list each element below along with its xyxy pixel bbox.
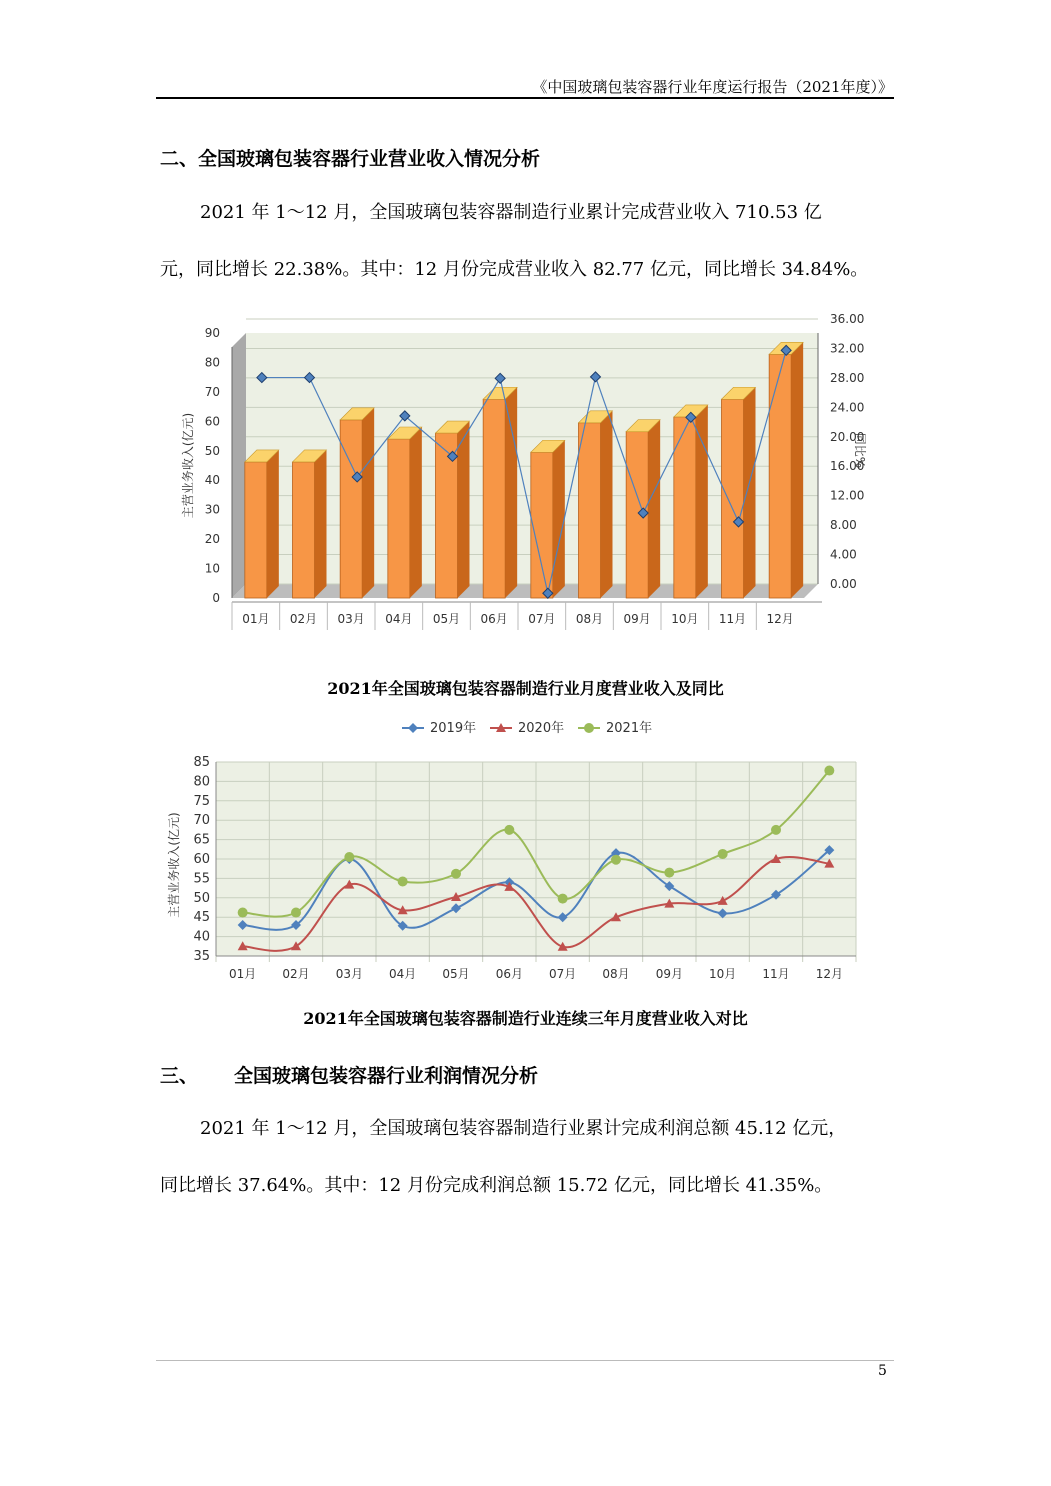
chart1-bar-side	[791, 342, 803, 598]
chart2-y-tick-label: 85	[193, 755, 210, 770]
chart1-caption: 2021年全国玻璃包装容器制造行业月度营业收入及同比	[327, 679, 724, 698]
section2-heading: 二、全国玻璃包装容器行业营业收入情况分析	[160, 148, 541, 170]
chart1-y-tick-label: 90	[204, 326, 220, 340]
chart2-legend-marker	[584, 723, 594, 733]
chart2-x-tick-label: 04月	[389, 967, 417, 981]
chart1-bar	[722, 399, 744, 598]
chart1-y2-tick-label: 0.00	[830, 577, 857, 591]
chart1-y-tick-label: 60	[204, 414, 220, 429]
chart1-x-tick-label: 04月	[385, 612, 413, 626]
footer-rule	[156, 1360, 894, 1361]
chart1-bar	[483, 399, 505, 598]
chart1-x-tick-label: 11月	[718, 612, 747, 626]
chart1-x-tick-label: 08月	[575, 612, 604, 626]
chart1-x-tick-label: 03月	[337, 612, 365, 626]
section3-line2: 同比增长 37.64%。其中：12 月份完成利润总额 15.72 亿元，同比增长 41.35%。	[160, 1175, 833, 1196]
chart1-bar	[531, 452, 553, 598]
chart1-y-tick-label: 40	[204, 473, 220, 488]
chart2-y-axis-title: 主营业务收入(亿元)	[167, 812, 181, 918]
section3-line1: 2021 年 1～12 月，全国玻璃包装容器制造行业累计完成利润总额 45.12 亿元，	[200, 1118, 847, 1139]
chart2-x-tick-label: 06月	[495, 967, 523, 981]
chart1-y-axis-title: 主营业务收入(亿元)	[181, 412, 195, 519]
chart2-point	[344, 852, 354, 862]
chart2-y-tick-label: 75	[193, 793, 210, 809]
section3-paragraph	[160, 1100, 888, 1214]
chart2-point	[718, 849, 728, 859]
chart1-bar-side	[553, 440, 565, 598]
chart2-x-tick-label: 08月	[602, 967, 630, 981]
chart1-y2-tick-label: 16.00	[830, 459, 865, 474]
chart1-bar-side	[744, 387, 756, 598]
chart1-bar-side	[410, 427, 422, 598]
chart1-y-tick-label: 10	[204, 561, 220, 576]
chart2-y-tick-label: 55	[193, 871, 210, 887]
chart1-bar	[579, 423, 601, 598]
chart1-y2-tick-label: 12.00	[830, 488, 865, 503]
chart1-bar-side	[362, 408, 374, 598]
chart1-bar-side	[267, 450, 279, 598]
page-number: 5	[878, 1363, 887, 1379]
chart1-y-tick-label: 30	[204, 502, 220, 517]
chart2-x-tick-label: 05月	[442, 967, 470, 981]
chart1-bar	[293, 462, 315, 598]
chart1-x-tick-label: 09月	[623, 612, 651, 626]
chart1-y-tick-label: 0	[212, 591, 220, 605]
chart2-point	[398, 877, 408, 887]
chart1-y-tick-label: 80	[204, 355, 220, 370]
chart1-side-wall	[232, 333, 246, 598]
chart1-y2-tick-label: 28.00	[830, 370, 865, 385]
chart1-bar	[340, 420, 362, 598]
chart2-legend-label: 2019年	[430, 721, 477, 736]
chart1-x-tick-label: 02月	[289, 612, 318, 626]
chart2-y-tick-label: 40	[193, 929, 210, 945]
chart2-y-tick-label: 60	[193, 852, 210, 867]
section3-heading-number: 三、	[160, 1065, 199, 1087]
chart2-x-tick-label: 09月	[655, 967, 683, 981]
chart2-x-tick-label: 02月	[282, 967, 310, 981]
revenue-bar-chart	[150, 305, 890, 635]
chart1-bar-side	[601, 411, 613, 598]
chart2-x-tick-label: 10月	[709, 967, 737, 981]
chart1-y2-tick-label: 32.00	[830, 341, 865, 356]
chart1-y-tick-label: 70	[204, 384, 220, 399]
chart1-bar	[245, 462, 267, 598]
chart2-point	[771, 825, 781, 835]
chart2-x-tick-label: 01月	[229, 967, 257, 981]
chart1-y2-axis-title: 同比%	[853, 432, 867, 469]
header-rule	[156, 97, 894, 99]
chart1-y2-tick-label: 8.00	[830, 518, 857, 533]
chart1-bar-side	[505, 387, 517, 598]
three-year-line-chart	[150, 712, 890, 997]
chart2-y-tick-label: 70	[193, 813, 210, 829]
chart2-point	[824, 766, 834, 776]
chart2-y-tick-label: 45	[193, 910, 210, 926]
chart2-point	[291, 908, 301, 918]
section2-line1: 2021 年 1～12 月，全国玻璃包装容器制造行业累计完成营业收入 710.53 亿	[200, 202, 822, 223]
chart2-y-tick-label: 80	[193, 774, 210, 790]
chart1-x-tick-label: 05月	[432, 612, 461, 626]
chart1-bar-side	[696, 405, 708, 598]
chart2-x-tick-label: 03月	[335, 967, 363, 981]
section3-heading	[160, 1061, 538, 1088]
chart1-y2-tick-label: 20.00	[830, 429, 865, 444]
chart2-point	[611, 855, 621, 865]
chart2-y-tick-label: 35	[193, 949, 210, 964]
chart2-x-tick-label: 12月	[815, 967, 843, 981]
chart1-x-tick-label: 12月	[766, 612, 794, 626]
chart2-y-tick-label: 65	[193, 832, 210, 848]
chart2-x-tick-label: 07月	[549, 967, 577, 981]
chart2-caption: 2021年全国玻璃包装容器制造行业连续三年月度营业收入对比	[303, 1009, 748, 1028]
chart2-point	[238, 908, 248, 918]
chart2-x-tick-label: 11月	[762, 967, 790, 981]
chart1-y-tick-label: 50	[204, 443, 220, 458]
chart1-x-tick-label: 01月	[242, 612, 270, 626]
chart1-y2-tick-label: 4.00	[830, 547, 857, 562]
chart2-y-tick-label: 50	[193, 890, 210, 906]
chart1-bar-side	[458, 421, 470, 598]
chart1-y-tick-label: 20	[204, 532, 220, 547]
section2-paragraph	[160, 184, 888, 298]
section3-heading-text: 全国玻璃包装容器行业利润情况分析	[234, 1065, 539, 1087]
chart1-y2-tick-label: 24.00	[830, 400, 865, 415]
chart1-y2-tick-label: 36.00	[830, 312, 865, 326]
chart1-bar	[388, 439, 410, 598]
chart1-bar-side	[648, 420, 660, 598]
chart1-bar-side	[315, 450, 327, 598]
chart2-point	[451, 869, 461, 879]
chart2-point	[558, 894, 568, 904]
report-header-title: 《中国玻璃包装容器行业年度运行报告（2021年度）》	[532, 78, 893, 96]
chart1-x-tick-label: 07月	[528, 612, 556, 626]
chart2-point	[504, 825, 514, 835]
chart2-legend-label: 2020年	[518, 721, 565, 736]
chart2-legend-marker	[408, 723, 418, 733]
chart2-legend-label: 2021年	[606, 721, 653, 736]
chart1-bar	[769, 354, 791, 598]
section2-line2: 元，同比增长 22.38%。其中：12 月份完成营业收入 82.77 亿元，同比增长 34.84%。	[160, 259, 869, 280]
chart1-x-tick-label: 10月	[671, 612, 699, 626]
chart1-x-tick-label: 06月	[480, 612, 508, 626]
chart2-point	[664, 868, 674, 878]
